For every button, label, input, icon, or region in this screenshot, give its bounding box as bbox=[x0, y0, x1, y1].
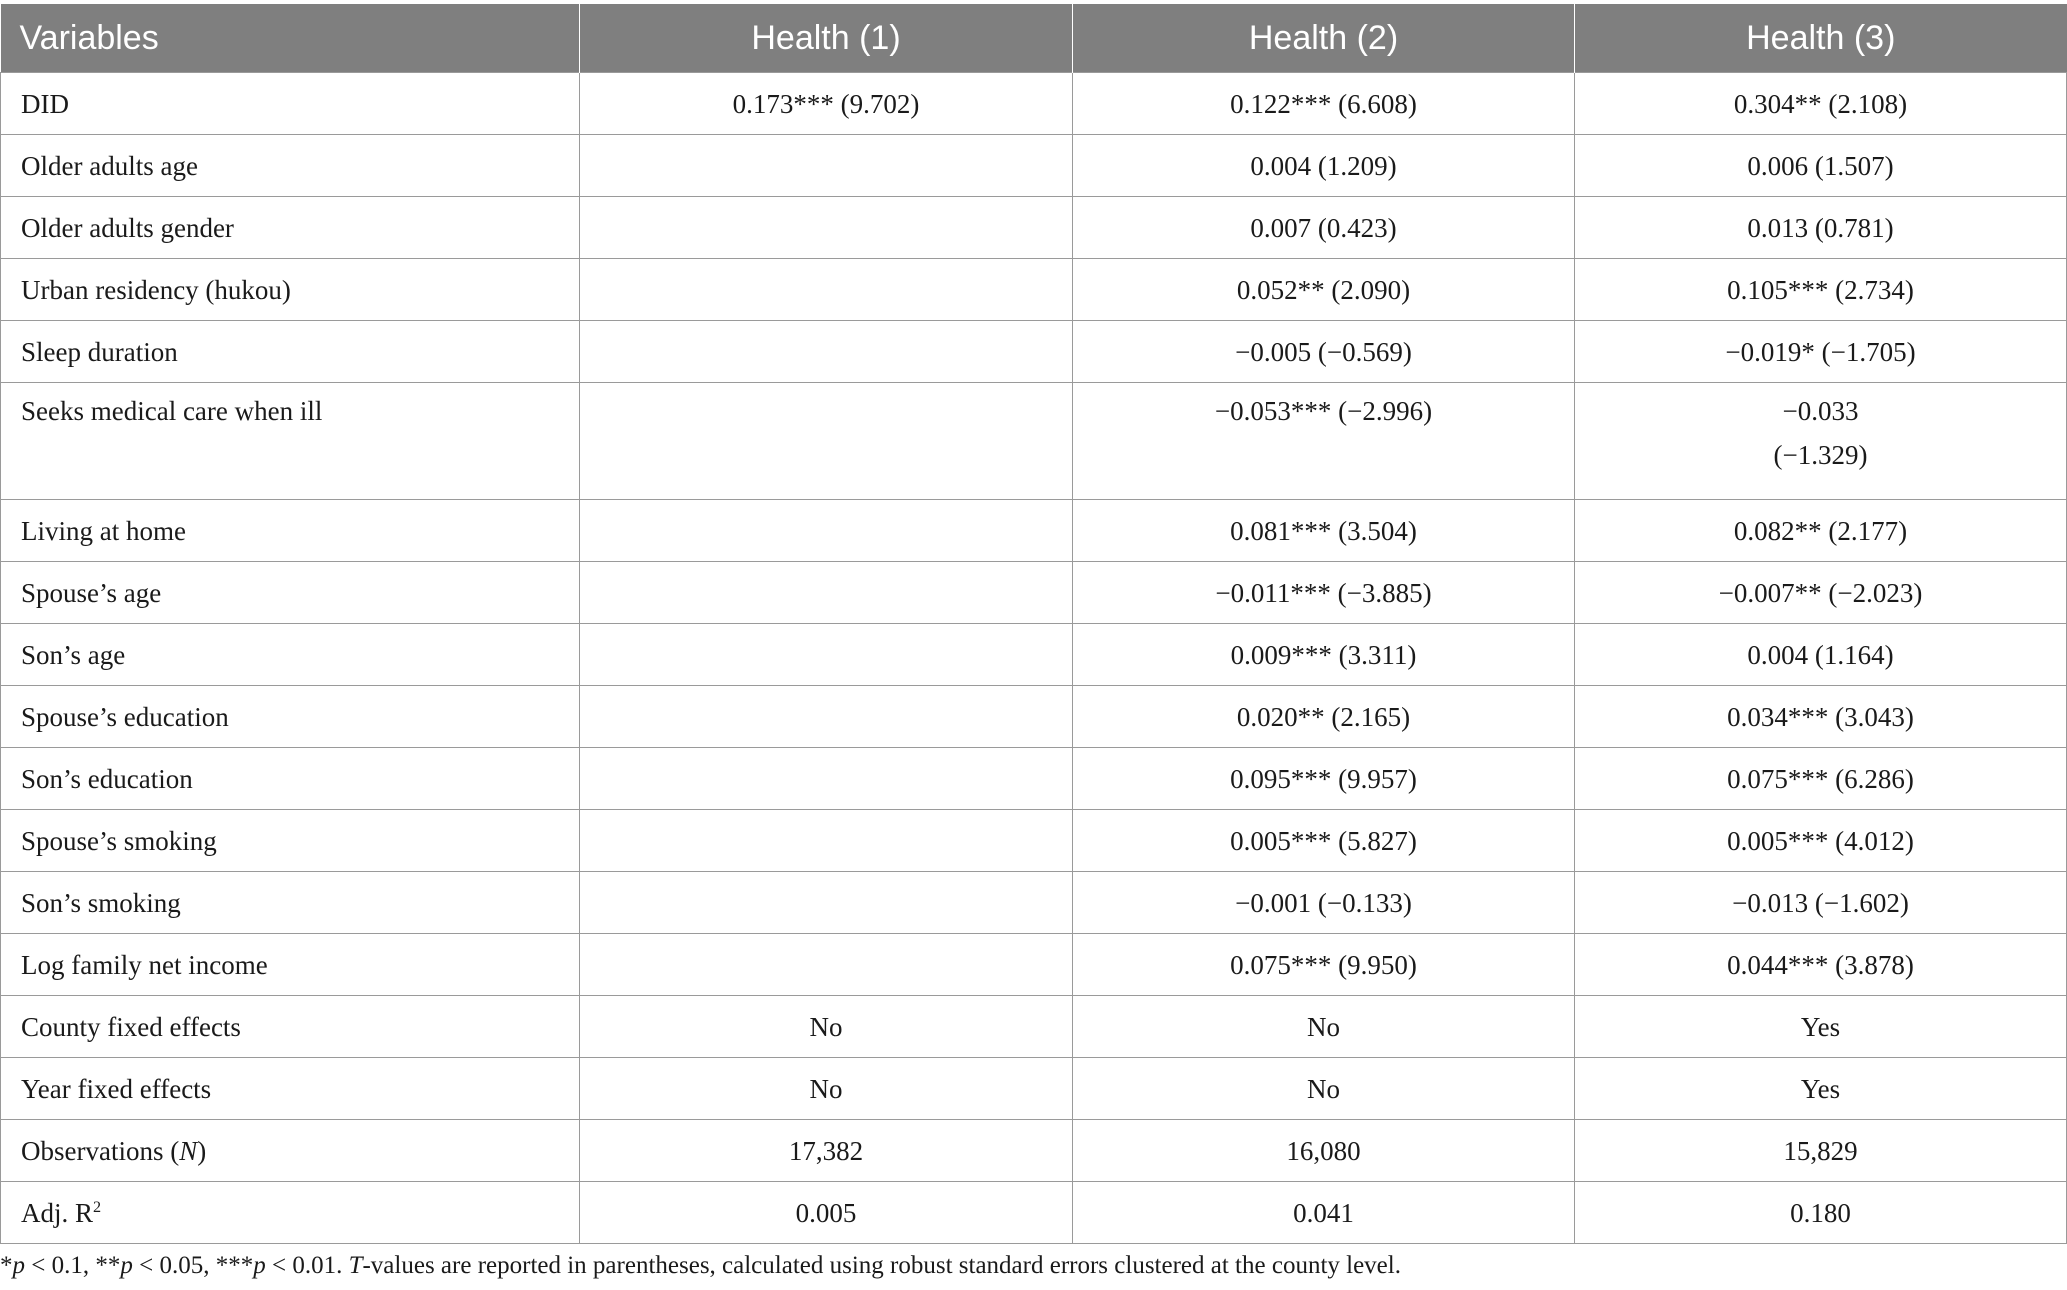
variable-cell-italic: N bbox=[179, 1135, 198, 1166]
health-1-cell bbox=[580, 624, 1073, 686]
note-t-italic: T bbox=[348, 1252, 363, 1279]
variable-cell-prefix: Observations ( bbox=[21, 1135, 180, 1166]
table-footnote bbox=[0, 1252, 1401, 1280]
health-2-cell: −0.011*** (−3.885) bbox=[1073, 562, 1575, 624]
table-row bbox=[1, 686, 2067, 748]
health-3-cell bbox=[1575, 383, 2067, 500]
table-row bbox=[1, 562, 2067, 624]
note-p-italic: p bbox=[120, 1252, 133, 1279]
health-3-cell: 0.044*** (3.878) bbox=[1575, 934, 2067, 996]
note-text: < 0.01. bbox=[265, 1252, 349, 1279]
health-3-cell: 0.075*** (6.286) bbox=[1575, 748, 2067, 810]
health-2-cell: 0.020** (2.165) bbox=[1073, 686, 1575, 748]
variable-cell: Son’s age bbox=[1, 624, 580, 686]
health-3-cell: 15,829 bbox=[1575, 1120, 2067, 1182]
variable-cell: Spouse’s education bbox=[1, 686, 580, 748]
health-1-cell bbox=[580, 686, 1073, 748]
health-2-cell: −0.053*** (−2.996) bbox=[1073, 383, 1575, 500]
health-3-cell: 0.004 (1.164) bbox=[1575, 624, 2067, 686]
variable-cell: Seeks medical care when ill bbox=[1, 383, 580, 500]
health-1-cell: No bbox=[580, 996, 1073, 1058]
header-health-1: Health (1) bbox=[580, 4, 1073, 73]
health-3-cell: 0.006 (1.507) bbox=[1575, 135, 2067, 197]
health-3-cell-coef: −0.033 bbox=[1782, 396, 1859, 426]
health-1-cell bbox=[580, 872, 1073, 934]
health-2-cell: 0.122*** (6.608) bbox=[1073, 73, 1575, 135]
health-2-cell: No bbox=[1073, 996, 1575, 1058]
header-variables: Variables bbox=[1, 4, 580, 73]
health-3-cell: Yes bbox=[1575, 1058, 2067, 1120]
note-text: < 0.1, ** bbox=[25, 1252, 121, 1279]
variable-cell: Older adults gender bbox=[1, 197, 580, 259]
health-3-cell: 0.105*** (2.734) bbox=[1575, 259, 2067, 321]
health-1-cell: No bbox=[580, 1058, 1073, 1120]
variable-cell: Urban residency (hukou) bbox=[1, 259, 580, 321]
note-text: -values are reported in parentheses, calculated using robust standard errors clustered at the county level. bbox=[362, 1252, 1401, 1279]
health-3-cell-tvalue: (−1.329) bbox=[1773, 440, 1868, 470]
note-p-italic: p bbox=[253, 1252, 266, 1279]
health-1-cell bbox=[580, 197, 1073, 259]
health-1-cell bbox=[580, 383, 1073, 500]
variable-cell: Son’s education bbox=[1, 748, 580, 810]
variable-cell: Living at home bbox=[1, 500, 580, 562]
health-2-cell: 0.081*** (3.504) bbox=[1073, 500, 1575, 562]
variable-cell: Sleep duration bbox=[1, 321, 580, 383]
health-1-cell bbox=[580, 934, 1073, 996]
health-3-cell: 0.180 bbox=[1575, 1182, 2067, 1244]
table-row bbox=[1, 1058, 2067, 1120]
header-health-3: Health (3) bbox=[1575, 4, 2067, 73]
health-1-cell bbox=[580, 500, 1073, 562]
table-row bbox=[1, 197, 2067, 259]
variable-cell-superscript: 2 bbox=[93, 1197, 102, 1216]
health-1-cell bbox=[580, 810, 1073, 872]
variable-cell bbox=[1, 1182, 580, 1244]
table-row bbox=[1, 1120, 2067, 1182]
regression-table bbox=[0, 4, 2067, 1244]
health-3-cell: −0.019* (−1.705) bbox=[1575, 321, 2067, 383]
variable-cell: Older adults age bbox=[1, 135, 580, 197]
health-3-cell: 0.005*** (4.012) bbox=[1575, 810, 2067, 872]
health-2-cell: 0.041 bbox=[1073, 1182, 1575, 1244]
health-1-cell bbox=[580, 135, 1073, 197]
note-text: < 0.05, *** bbox=[132, 1252, 254, 1279]
table-row bbox=[1, 748, 2067, 810]
health-1-cell: 0.173*** (9.702) bbox=[580, 73, 1073, 135]
header-row bbox=[1, 4, 2067, 73]
health-3-cell: −0.013 (−1.602) bbox=[1575, 872, 2067, 934]
header-health-2: Health (2) bbox=[1073, 4, 1575, 73]
health-2-cell: 0.004 (1.209) bbox=[1073, 135, 1575, 197]
table-row bbox=[1, 934, 2067, 996]
health-2-cell: −0.001 (−0.133) bbox=[1073, 872, 1575, 934]
health-2-cell: −0.005 (−0.569) bbox=[1073, 321, 1575, 383]
variable-cell: Son’s smoking bbox=[1, 872, 580, 934]
health-2-cell: 0.052** (2.090) bbox=[1073, 259, 1575, 321]
health-1-cell bbox=[580, 562, 1073, 624]
table-row bbox=[1, 996, 2067, 1058]
table-row bbox=[1, 135, 2067, 197]
health-2-cell: No bbox=[1073, 1058, 1575, 1120]
table-row bbox=[1, 872, 2067, 934]
variable-cell-suffix: ) bbox=[197, 1135, 207, 1166]
health-3-cell: 0.013 (0.781) bbox=[1575, 197, 2067, 259]
table-row bbox=[1, 810, 2067, 872]
variable-cell bbox=[1, 1120, 580, 1182]
variable-cell: DID bbox=[1, 73, 580, 135]
table-row bbox=[1, 1182, 2067, 1244]
health-3-cell: 0.304** (2.108) bbox=[1575, 73, 2067, 135]
health-1-cell bbox=[580, 748, 1073, 810]
health-3-cell: 0.034*** (3.043) bbox=[1575, 686, 2067, 748]
table-row bbox=[1, 500, 2067, 562]
note-star: * bbox=[0, 1252, 13, 1279]
table-row bbox=[1, 321, 2067, 383]
health-1-cell bbox=[580, 259, 1073, 321]
health-2-cell: 0.075*** (9.950) bbox=[1073, 934, 1575, 996]
health-3-cell: 0.082** (2.177) bbox=[1575, 500, 2067, 562]
variable-cell: Spouse’s smoking bbox=[1, 810, 580, 872]
health-1-cell bbox=[580, 321, 1073, 383]
health-1-cell: 0.005 bbox=[580, 1182, 1073, 1244]
variable-cell-prefix: Adj. R bbox=[21, 1197, 94, 1228]
table-row bbox=[1, 383, 2067, 500]
note-p-italic: p bbox=[12, 1252, 25, 1279]
table-row bbox=[1, 73, 2067, 135]
variable-cell: County fixed effects bbox=[1, 996, 580, 1058]
health-2-cell: 16,080 bbox=[1073, 1120, 1575, 1182]
health-3-cell: Yes bbox=[1575, 996, 2067, 1058]
health-1-cell: 17,382 bbox=[580, 1120, 1073, 1182]
health-2-cell: 0.095*** (9.957) bbox=[1073, 748, 1575, 810]
variable-cell: Year fixed effects bbox=[1, 1058, 580, 1120]
health-2-cell: 0.009*** (3.311) bbox=[1073, 624, 1575, 686]
variable-cell: Log family net income bbox=[1, 934, 580, 996]
table-row bbox=[1, 259, 2067, 321]
health-2-cell: 0.007 (0.423) bbox=[1073, 197, 1575, 259]
table-row bbox=[1, 624, 2067, 686]
health-3-cell: −0.007** (−2.023) bbox=[1575, 562, 2067, 624]
variable-cell: Spouse’s age bbox=[1, 562, 580, 624]
health-2-cell: 0.005*** (5.827) bbox=[1073, 810, 1575, 872]
